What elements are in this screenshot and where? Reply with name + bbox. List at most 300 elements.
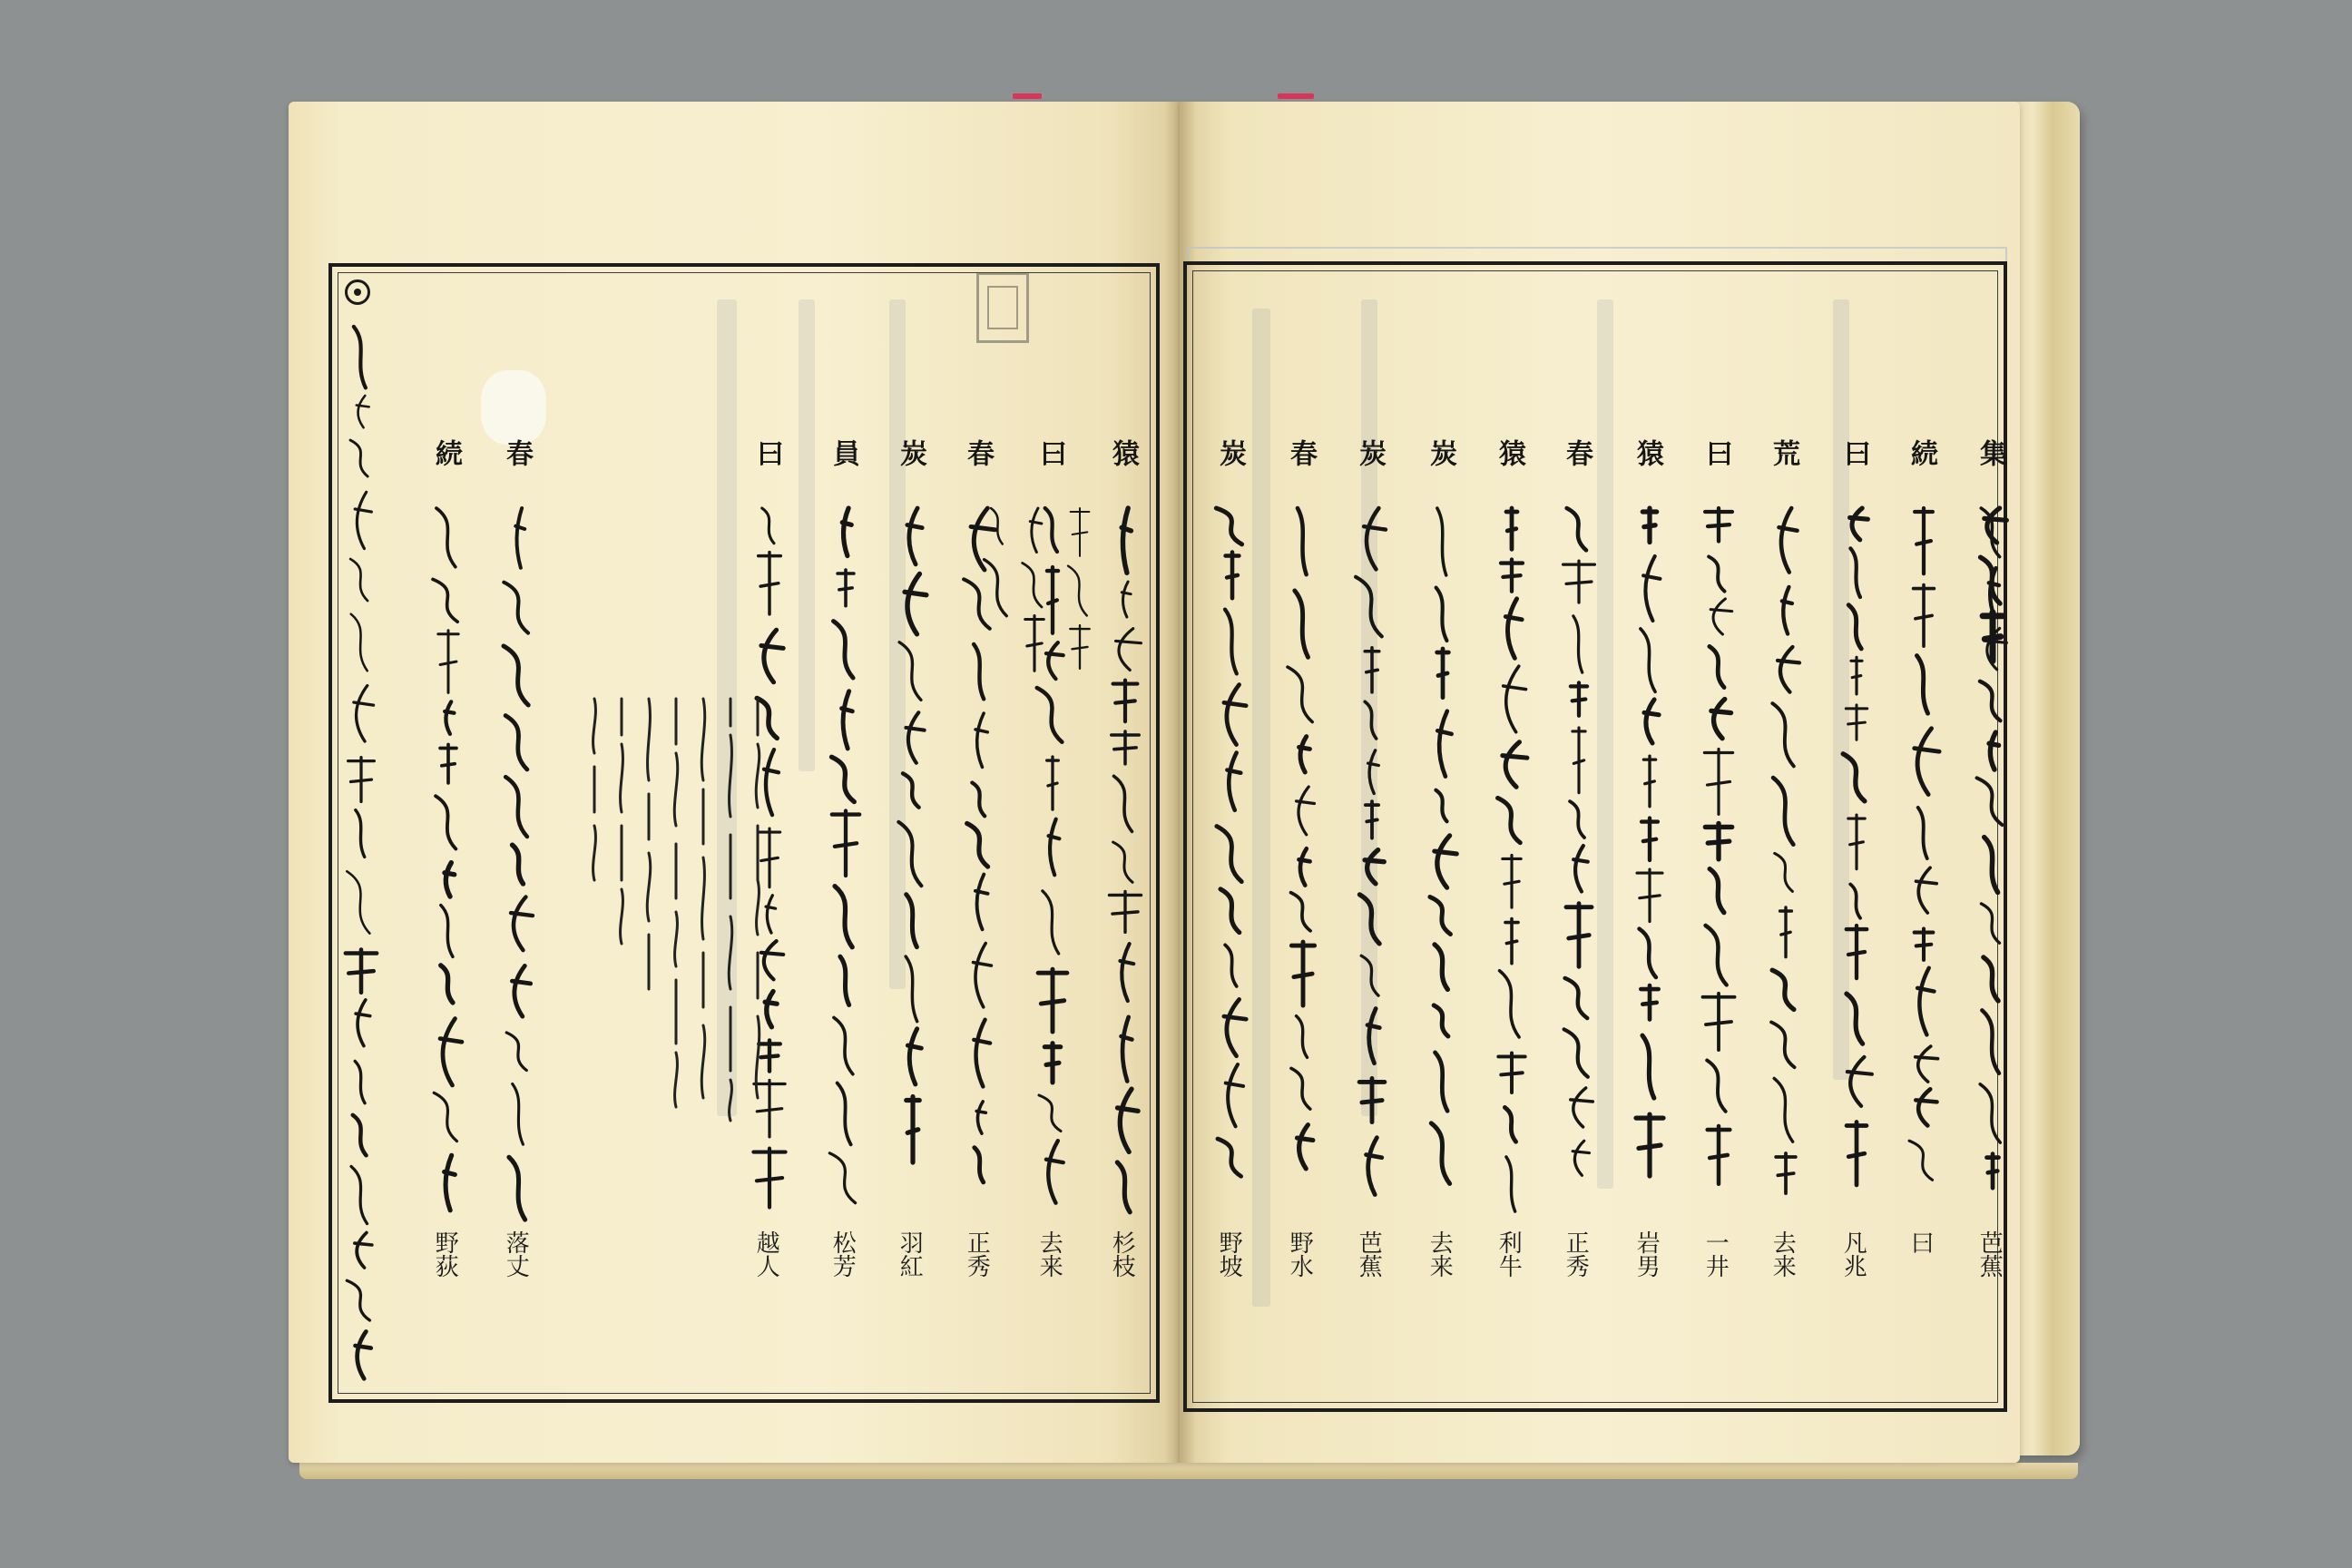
column-label-text: 曰: [1838, 439, 1870, 468]
calligraphy-glyph: [829, 1153, 855, 1203]
calligraphy-glyph: [1780, 907, 1792, 957]
calligraphy-glyph: [1571, 682, 1587, 715]
column-label: [1838, 439, 1870, 468]
calligraphy-glyph: [1916, 867, 1936, 913]
column-author: [1355, 1230, 1383, 1278]
author-name: 去来: [1035, 1230, 1063, 1278]
calligraphy-glyph: [1566, 904, 1592, 967]
calligraphy-glyph: [907, 1029, 921, 1084]
column-label-text: 曰: [1700, 439, 1732, 468]
calligraphy-glyph: [1639, 929, 1655, 977]
calligraphy-glyph: [1043, 891, 1059, 954]
calligraphy-glyph: [1643, 556, 1660, 621]
calligraphy-glyph: [445, 863, 455, 897]
calligraphy-glyph: [1850, 548, 1860, 597]
calligraphy-glyph: [1710, 869, 1724, 913]
column-author: [1906, 1230, 1935, 1254]
calligraphy-glyph: [840, 956, 849, 1004]
calligraphy-glyph: [1299, 737, 1310, 772]
calligraphy-glyph: [1782, 587, 1792, 634]
calligraphy-glyph: [1773, 778, 1793, 845]
calligraphy-glyph: [972, 783, 985, 817]
column-label-text: 猿: [1632, 439, 1663, 468]
calligraphy-glyph: [1298, 848, 1309, 885]
column-author: [1426, 1230, 1454, 1278]
author-name: 一井: [1701, 1230, 1730, 1278]
column-author: [1769, 1230, 1797, 1278]
calligraphy-glyph: [1038, 969, 1067, 1032]
calligraphy-glyph: [347, 1280, 369, 1320]
column-label-text: 荒: [1768, 439, 1799, 468]
calligraphy-glyph: [1506, 1157, 1515, 1211]
column-author: [753, 1230, 778, 1278]
calligraphy-glyph: [1850, 884, 1860, 917]
calligraphy-glyph: [1636, 1114, 1663, 1176]
calligraphy-glyph: [906, 895, 917, 947]
calligraphy-glyph: [1437, 711, 1451, 777]
calligraphy-glyph: [1573, 846, 1588, 892]
calligraphy-glyph: [1643, 756, 1655, 807]
calligraphy-glyph: [1989, 732, 1999, 769]
calligraphy-glyph: [1981, 904, 1999, 943]
calligraphy-glyph: [1501, 560, 1523, 592]
calligraphy-glyph: [355, 1061, 365, 1102]
column-author: [1840, 1230, 1865, 1278]
calligraphy-glyph: [1779, 508, 1797, 573]
calligraphy-glyph: [1916, 1089, 1936, 1125]
calligraphy-glyph: [1573, 728, 1585, 793]
calligraphy-glyph: [1637, 869, 1662, 921]
column-author: [896, 1230, 924, 1278]
calligraphy-glyph: [1708, 1126, 1730, 1184]
calligraphy-glyph: [353, 1115, 367, 1155]
calligraphy-glyph: [1506, 508, 1517, 549]
calligraphy-glyph: [1436, 790, 1446, 822]
calligraphy-glyph: [1573, 616, 1583, 672]
calligraphy-glyph: [832, 811, 859, 876]
author-name: 越人: [752, 1230, 780, 1278]
column-label-text: 猿: [1107, 439, 1139, 468]
calligraphy-glyph: [1047, 567, 1058, 633]
calligraphy-glyph: [1226, 553, 1240, 599]
calligraphy-glyph: [512, 965, 530, 1016]
calligraphy-glyph: [1642, 1035, 1654, 1098]
calligraphy-glyph: [1565, 978, 1588, 1018]
calligraphy-glyph: [753, 1149, 785, 1208]
calligraphy-glyph: [438, 631, 458, 693]
calligraphy-glyph: [1642, 508, 1656, 542]
column-label: [962, 439, 994, 468]
author-name: 去来: [1426, 1230, 1454, 1278]
calligraphy-glyph: [513, 845, 524, 884]
calligraphy-glyph: [357, 396, 369, 427]
column-label-text: 炭: [895, 439, 926, 468]
column-author: [1975, 1230, 2004, 1278]
column-author: [1562, 1230, 1590, 1278]
calligraphy-glyph: [1498, 798, 1521, 842]
column-label: [1907, 439, 1935, 468]
calligraphy-glyph: [1365, 850, 1384, 884]
column-label-text: 春: [501, 439, 533, 468]
column-label-text: 春: [1561, 439, 1592, 468]
column-label: [1769, 439, 1797, 468]
column-author: [431, 1230, 459, 1278]
column-label-text: 春: [1285, 439, 1317, 468]
calligraphy-glyph: [441, 965, 453, 1003]
calligraphy-glyph: [985, 560, 1007, 616]
calligraphy-glyph: [1776, 1153, 1796, 1193]
column-label-text: 炭: [1214, 439, 1246, 468]
calligraphy-glyph: [445, 701, 454, 734]
author-name: 去来: [1769, 1230, 1797, 1278]
column-label-text: 春: [962, 439, 994, 468]
column-label-text: 猿: [1494, 439, 1525, 468]
calligraphy-glyph: [1046, 1141, 1063, 1203]
author-name: 凡兆: [1839, 1230, 1867, 1278]
calligraphy-glyph: [974, 1020, 990, 1087]
column-author: [502, 1230, 530, 1278]
calligraphy-glyph: [351, 1166, 368, 1223]
calligraphy-glyph: [835, 887, 852, 947]
calligraphy-glyph: [511, 897, 533, 950]
calligraphy-glyph: [1359, 895, 1379, 944]
author-name: 野荻: [431, 1230, 459, 1278]
calligraphy-glyph: [1704, 749, 1732, 814]
calligraphy-glyph: [1710, 646, 1724, 687]
column-author: [1108, 1230, 1136, 1278]
calligraphy-glyph: [436, 796, 456, 848]
calligraphy-glyph: [1367, 1138, 1382, 1195]
calligraphy-glyph: [1068, 566, 1087, 616]
column-author: [1701, 1230, 1730, 1278]
calligraphy-glyph: [1851, 657, 1862, 694]
calligraphy-glyph: [1437, 649, 1449, 698]
calligraphy-glyph: [1046, 642, 1063, 679]
author-name: 利牛: [1494, 1230, 1523, 1278]
calligraphy-glyph: [898, 822, 921, 886]
calligraphy-glyph: [445, 1155, 456, 1210]
calligraphy-glyph: [1291, 1068, 1310, 1109]
calligraphy-glyph: [1915, 508, 1933, 573]
author-name: 岩男: [1632, 1230, 1661, 1278]
calligraphy-glyph: [1918, 808, 1927, 858]
calligraphy-glyph: [1771, 1022, 1795, 1067]
column-label-text: 続: [430, 439, 462, 468]
calligraphy-glyph: [1917, 968, 1934, 1035]
calligraphy-glyph: [1504, 1107, 1515, 1142]
calligraphy-glyph: [1037, 688, 1063, 742]
calligraphy-glyph: [975, 875, 988, 930]
calligraphy-glyph: [991, 508, 1003, 544]
column-author: [1215, 1230, 1243, 1278]
column-label: [897, 439, 924, 468]
calligraphy-glyph: [1216, 508, 1241, 544]
calligraphy-glyph: [1702, 994, 1734, 1050]
calligraphy-glyph: [1707, 1061, 1725, 1112]
calligraphy-glyph: [1641, 629, 1655, 692]
calligraphy-glyph: [434, 1093, 456, 1141]
calligraphy-glyph: [974, 943, 992, 1006]
calligraphy-glyph: [834, 1017, 853, 1073]
column-label: [1214, 439, 1246, 468]
calligraphy-glyph: [1503, 742, 1527, 787]
calligraphy-glyph: [1297, 787, 1315, 835]
calligraphy-glyph: [1843, 754, 1865, 801]
calligraphy-glyph: [1986, 1154, 1998, 1189]
calligraphy-glyph: [1044, 1044, 1060, 1083]
calligraphy-glyph: [1567, 508, 1586, 550]
column-author: [1036, 1230, 1061, 1278]
column-author: [1286, 1230, 1314, 1278]
calligraphy-glyph: [1564, 1029, 1588, 1076]
calligraphy-glyph: [1710, 599, 1732, 634]
calligraphy-glyph: [906, 712, 924, 762]
calligraphy-glyph: [1916, 1046, 1938, 1082]
calligraphy-glyph: [842, 508, 851, 555]
column-label: [1426, 439, 1454, 468]
calligraphy-glyph: [1364, 508, 1386, 569]
calligraphy-glyph: [505, 716, 527, 769]
calligraphy-glyph: [1291, 942, 1314, 1005]
calligraphy-glyph: [1504, 666, 1526, 732]
column-author: [828, 1230, 857, 1278]
calligraphy-glyph: [350, 440, 368, 476]
calligraphy-glyph: [1117, 1162, 1130, 1212]
calligraphy-glyph: [355, 492, 371, 548]
calligraphy-glyph: [346, 950, 377, 993]
calligraphy-glyph: [440, 1019, 462, 1086]
column-label: [501, 439, 533, 468]
calligraphy-glyph: [1847, 926, 1867, 978]
calligraphy-glyph: [1291, 893, 1311, 931]
calligraphy-glyph: [1775, 853, 1793, 891]
author-name: 野水: [1286, 1230, 1314, 1278]
calligraphy-glyph: [1226, 1064, 1243, 1126]
calligraphy-glyph: [1778, 647, 1799, 692]
calligraphy-glyph: [1122, 1017, 1132, 1082]
column-label-text: 炭: [1354, 439, 1386, 468]
calligraphy-glyph: [355, 1232, 372, 1268]
calligraphy-glyph: [1705, 508, 1732, 541]
calligraphy-glyph: [906, 1097, 920, 1162]
calligraphy-glyph: [1297, 1125, 1312, 1169]
calligraphy-glyph: [1122, 508, 1131, 573]
calligraphy-glyph: [1356, 577, 1382, 636]
calligraphy-glyph: [906, 956, 916, 1022]
calligraphy-glyph: [436, 508, 456, 567]
calligraphy-glyph: [515, 508, 524, 568]
calligraphy-glyph: [1711, 699, 1731, 738]
calligraphy-glyph: [1217, 827, 1241, 882]
column-label: [1633, 439, 1661, 468]
author-name: 羽紅: [896, 1230, 924, 1278]
calligraphy-glyph: [1368, 750, 1379, 794]
calligraphy-glyph: [1846, 705, 1867, 740]
calligraphy-glyph: [975, 713, 987, 767]
column-label: [1563, 439, 1590, 468]
calligraphy-glyph: [1909, 1141, 1933, 1180]
calligraphy-glyph: [1848, 815, 1865, 869]
column-label-text: 続: [1906, 439, 1937, 468]
calligraphy-glyph: [1982, 1010, 1999, 1073]
calligraphy-glyph: [976, 1102, 985, 1133]
calligraphy-glyph: [1435, 945, 1447, 990]
calligraphy-glyph: [831, 757, 854, 801]
calligraphy-glyph: [506, 1033, 526, 1071]
calligraphy-glyph: [348, 758, 375, 802]
calligraphy-glyph: [1118, 1089, 1139, 1152]
column-label: [1354, 439, 1386, 468]
calligraphy-glyph: [1984, 957, 1998, 1001]
calligraphy-glyph: [1295, 591, 1308, 657]
calligraphy-glyph: [1109, 891, 1141, 932]
calligraphy-glyph: [1563, 561, 1595, 603]
author-name: 曰: [1906, 1230, 1935, 1254]
column-label-text: 集: [1975, 439, 2006, 468]
calligraphy-glyph: [1365, 648, 1379, 692]
calligraphy-glyph: [903, 773, 919, 807]
calligraphy-glyph: [1847, 1122, 1867, 1184]
calligraphy-glyph: [907, 508, 922, 564]
calligraphy-glyph: [1361, 956, 1378, 995]
calligraphy-glyph: [509, 1157, 525, 1220]
calligraphy-glyph: [504, 646, 528, 705]
calligraphy-glyph: [838, 1083, 851, 1145]
calligraphy-glyph: [1980, 681, 2001, 720]
calligraphy-glyph: [1116, 629, 1142, 671]
calligraphy-glyph: [354, 686, 374, 741]
author-name: 正秀: [963, 1230, 991, 1278]
calligraphy-glyph: [1047, 757, 1059, 809]
calligraphy-glyph: [1498, 1053, 1524, 1093]
author-name: 正秀: [1562, 1230, 1590, 1278]
calligraphy-glyph: [1503, 855, 1521, 907]
calligraphy-glyph: [1218, 1139, 1241, 1176]
calligraphy-glyph: [1288, 667, 1312, 722]
column-author: [1632, 1230, 1661, 1278]
calligraphy-glyph: [1437, 508, 1446, 575]
column-label: [1702, 439, 1730, 468]
calligraphy-glyph: [1224, 685, 1246, 745]
calligraphy-glyph: [1642, 818, 1658, 860]
calligraphy-glyph: [1774, 1078, 1793, 1142]
calligraphy-glyph: [838, 570, 854, 606]
calligraphy-glyph: [971, 508, 995, 570]
calligraphy-glyph: [1366, 801, 1378, 838]
calligraphy-glyph: [1705, 823, 1731, 858]
small-annotation-notes: [544, 690, 780, 1134]
column-label: [1976, 439, 2004, 468]
calligraphy-glyph: [504, 583, 528, 633]
calligraphy-glyph: [1227, 753, 1240, 810]
calligraphy-glyph: [905, 573, 926, 633]
calligraphy-glyph: [1641, 985, 1658, 1020]
calligraphy-glyph: [1113, 842, 1132, 882]
author-name: 松芳: [828, 1230, 857, 1278]
calligraphy-glyph: [440, 745, 456, 783]
column-label: [1285, 439, 1317, 468]
calligraphy-glyph: [1030, 508, 1042, 553]
column-label: [430, 439, 462, 468]
calligraphy-glyph: [1367, 1009, 1379, 1063]
calligraphy-glyph: [356, 1331, 371, 1378]
calligraphy-glyph: [1500, 971, 1520, 1037]
calligraphy-glyph: [1505, 919, 1518, 964]
calligraphy-glyph: [1573, 1141, 1589, 1175]
calligraphy-glyph: [964, 579, 990, 628]
calligraphy-glyph: [347, 871, 369, 933]
calligraphy-glyph: [350, 559, 368, 601]
calligraphy-glyph: [1706, 926, 1727, 985]
calligraphy-glyph: [1225, 610, 1237, 674]
column-label: [751, 439, 783, 468]
author-name: 野坡: [1215, 1230, 1243, 1278]
author-name: 芭蕉: [1975, 1230, 2004, 1278]
calligraphy-glyph: [1025, 616, 1044, 671]
column-author: [1494, 1230, 1523, 1278]
column-label: [1495, 439, 1523, 468]
calligraphy-glyph: [975, 1148, 984, 1182]
calligraphy-glyph: [1505, 599, 1522, 658]
calligraphy-glyph: [1120, 944, 1133, 1001]
calligraphy-glyph: [1365, 701, 1376, 739]
calligraphy-glyph: [1848, 605, 1861, 649]
calligraphy-glyph: [1359, 1078, 1385, 1122]
column-author: [963, 1230, 991, 1278]
calligraphy-glyph: [1113, 776, 1132, 831]
calligraphy-glyph: [1977, 778, 2003, 825]
column-label-text: 曰: [751, 439, 783, 468]
calligraphy-glyph: [1916, 655, 1927, 713]
calligraphy-glyph: [1023, 563, 1042, 607]
column-label-text: 曰: [1034, 439, 1066, 468]
calligraphy-glyph: [1220, 889, 1240, 933]
column-label: [1034, 439, 1066, 468]
calligraphy-glyph: [974, 644, 984, 699]
calligraphy-glyph: [1431, 1123, 1449, 1184]
column-label: [829, 439, 857, 468]
calligraphy-glyph: [1045, 508, 1057, 552]
calligraphy-glyph: [1915, 929, 1934, 960]
calligraphy-glyph: [1434, 1005, 1448, 1036]
calligraphy-glyph: [513, 1083, 524, 1144]
calligraphy-glyph: [759, 553, 781, 614]
calligraphy-glyph: [1709, 556, 1724, 591]
calligraphy-glyph: [433, 579, 457, 622]
column-label-text: 員: [828, 439, 859, 468]
calligraphy-glyph: [441, 906, 453, 957]
calligraphy-glyph: [354, 327, 366, 387]
calligraphy-glyph: [833, 622, 853, 679]
calligraphy-glyph: [1049, 819, 1060, 876]
calligraphy-glyph: [1847, 994, 1863, 1044]
calligraphy-glyph: [1435, 1053, 1447, 1111]
calligraphy-glyph: [967, 823, 988, 867]
calligraphy-glyph: [1436, 588, 1447, 641]
calligraphy-glyph: [1570, 801, 1584, 838]
calligraphy-glyph: [899, 642, 921, 701]
calligraphy-glyph: [1430, 897, 1451, 934]
calligraphy-glyph: [356, 810, 365, 858]
calligraphy-glyph: [1772, 970, 1794, 1009]
calligraphy-glyph: [1435, 836, 1456, 887]
calligraphy-glyph: [1772, 703, 1793, 766]
calligraphy-glyph: [1112, 731, 1139, 764]
calligraphy-glyph: [351, 614, 368, 671]
calligraphy-glyph: [1225, 945, 1237, 986]
column-label: [1107, 439, 1139, 468]
calligraphy-glyph: [1847, 1057, 1872, 1106]
